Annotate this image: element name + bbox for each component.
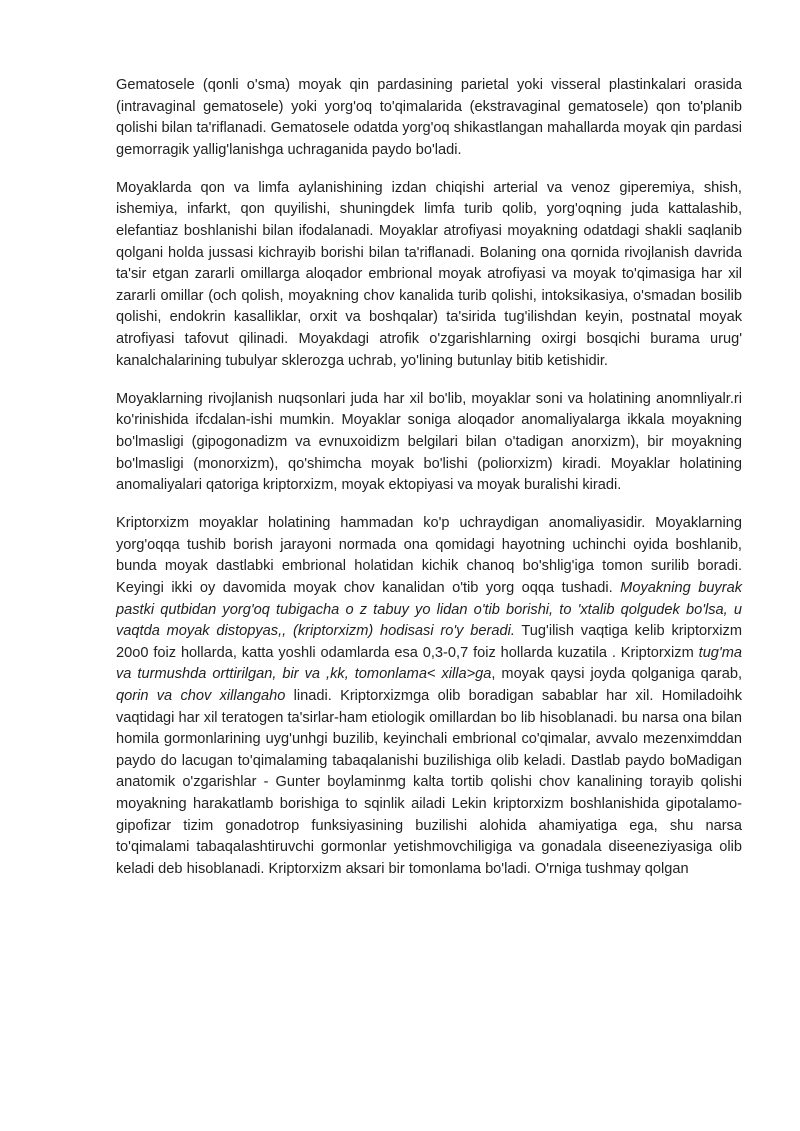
paragraph-gematosele: Gematosele (qonli o'sma) moyak qin pardasining parietal yoki visseral plastinkalari orasida (intravaginal gematosele) yoki yorg'oq to'qimalarida (ekstravaginal gematosele) qon to'planib qolishi bilan ta'riflanadi. Gematosele odatda yorg'oq shikastlangan mahallarda moyak qin pardasi gemorragik yallig'lanishga uchraganida paydo bo'ladi.	[116, 77, 742, 158]
paragraph-atrofiya: Moyaklarda qon va limfa aylanishining izdan chiqishi arterial va venoz giperemiya, shish, ishemiya, infarkt, qon quyilishi, shuningdek limfa turib qolib, yorg'oqning juda kattalashib, elefantiaz boshlanishi bilan ifodalanadi. Moyaklar atrofiyasi moyakning odatdagi shakli saqlanib qolgani holda jussasi kichrayib borishi bilan ta'riflanadi. Bolaning ona qornida rivojlanish davrida ta'sir etgan zararli omillarga aloqador embrional moyak atrofiyasi va moyak to'qimasiga har xil zararli omillar (och qolish, moyakning chov kanalida turib qolishi, intoksikasiya, o'smadan bosilib qolishi, endokrin kasalliklar, orxit va boshqalar) ta'sirida tug'ilishdan keyin, postnatal moyak atrofiyasi tafovut qilinadi. Moyakdagi atrofik o'zgarishlarning oxirgi bosqichi burama urug' kanalchalarining tubulyar sklerozga uchrab, yo'lining butunlay bitib ketishidir.	[116, 179, 742, 369]
italic-run: tug'ma va turmushda orttirilgan, bir va ,kk, tomonlama< xilla>ga	[116, 644, 742, 683]
paragraph-rivojlanish-nuqsonlari: Moyaklarning rivojlanish nuqsonlari juda har xil bo'lib, moyaklar soni va holatining anomnliyalr.ri ko'rinishida ifcdalan-ishi mumkin. Moyaklar soniga aloqador anomaliyalarga ikkala moyakning bo'lmasligi (gipogonadizm va evnuxoidizm belgilari bilan o'tadigan anorxizm), bir moyakning bo'lmasligi (monorxizm), qo'shimcha moyak bo'lishi (poliorxizm) kiradi. Moyaklar holatining anomaliyalari qatoriga kriptorxizm, moyak ektopiyasi va moyak buralishi kiradi.	[116, 390, 742, 494]
italic-run: Moyakning buyrak pastki qutbidan yorg'oq tubigacha o z tabuy yo lidan o'tib borishi, to 'xtalib qolgudek bo'lsa, u vaqtda moyak distopyas,, (kriptorxizm) hodisasi ro'y beradi.	[116, 579, 742, 640]
text-run: linadi. Kriptorxizmga olib boradigan sabablar har xil. Homiladoihk vaqtidagi har xil teratogen ta'sirlar-ham etiologik omillardan bo lib hisoblanadi. bu narsa ona bilan homila gormonlarining uyg'unhgi buzilib, keyinchali embrional co'qimalar, avvalo mezenximddan paydo do lacugan to'qimalaming tabaqalanishi buzilishiga olib keladi. Dastlab paydo boMadigan anatomik o'zgarishlar - Gunter boylaminmg kalta tortib qolishi chov kanalining torayib qolishi moyakning harakatlamb borishiga to sqinlik ailadi Lekin kriptorxizm boshlanishida gipotalamo-gipofizar tizim gonadotrop funksiyasining buzilishi alohida ahamiyatiga ega, shu narsa to'qimalami tabaqalashtiruvchi gormonlar yetishmovchiligiga va gonadala diseeneziyasiga olib keladi deb hisoblanadi. Kriptorxizm aksari bir tomonlama bo'ladi. O'rniga tushmay qolgan	[116, 687, 742, 877]
italic-run: qorin va chov xillangaho	[116, 687, 286, 704]
text-run: Tug'ilish vaqtiga kelib kriptorxizm 20o0 foiz hollarda, katta yoshli odamlarda esa 0,3-0,7 foiz hollarda kuzatila . Kriptorxizm	[116, 623, 742, 661]
text-run: , moyak qaysi joyda qolganiga qarab,	[491, 666, 743, 683]
text-run: Kriptorxizm moyaklar holatining hammadan ko'p uchraydigan anomaliyasidir. Moyaklarning yorg'oqqa tushib borish jarayoni normada ona qomidagi hayotning uchinchi oyida boshlanib, bunda moyak dastlabki embrional holatidan kichik chanoq bo'shlig'iga tomon surilib boradi. Keyingi ikki oy davomida moyak chov kanalidan o'tib yorg oqqa tushadi.	[116, 515, 742, 596]
document-page	[116, 75, 742, 880]
paragraph-kriptorxizm	[116, 513, 742, 880]
